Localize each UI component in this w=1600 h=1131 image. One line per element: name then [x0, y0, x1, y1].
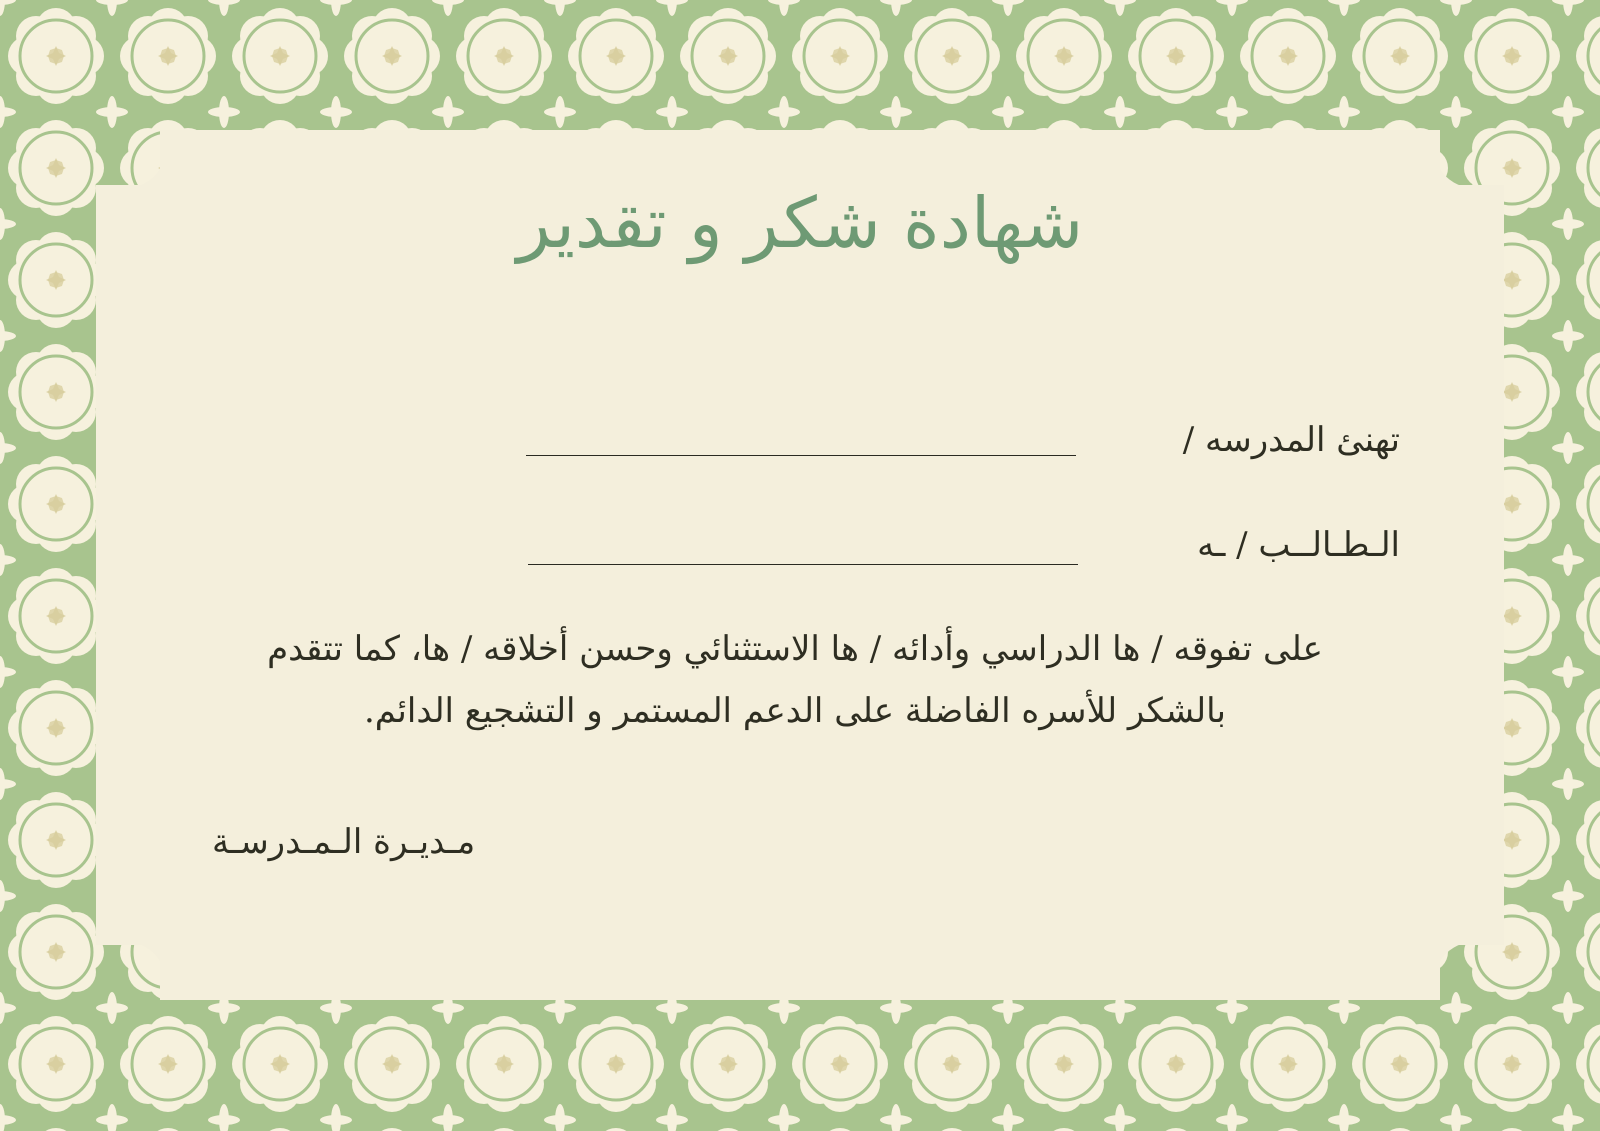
school-name-line[interactable] [526, 455, 1076, 456]
body-line-1: على تفوقه / ها الدراسي وأدائه / ها الاستثنائي وحسن أخلاقه / ها، كما تتقدم [267, 629, 1323, 669]
student-name-line[interactable] [528, 564, 1078, 565]
certificate-body [205, 618, 1385, 742]
signature-label: مـديـرة الـمـدرسـة [212, 822, 476, 862]
body-line-2: بالشكر للأسره الفاضلة على الدعم المستمر و التشجيع الدائم. [364, 691, 1226, 731]
congratulates-label: تهنئ المدرسه / [1182, 420, 1400, 460]
student-label: الـطـالــب / ـه [1197, 525, 1400, 565]
certificate-title: شهادة شكر و تقدير [516, 182, 1084, 264]
